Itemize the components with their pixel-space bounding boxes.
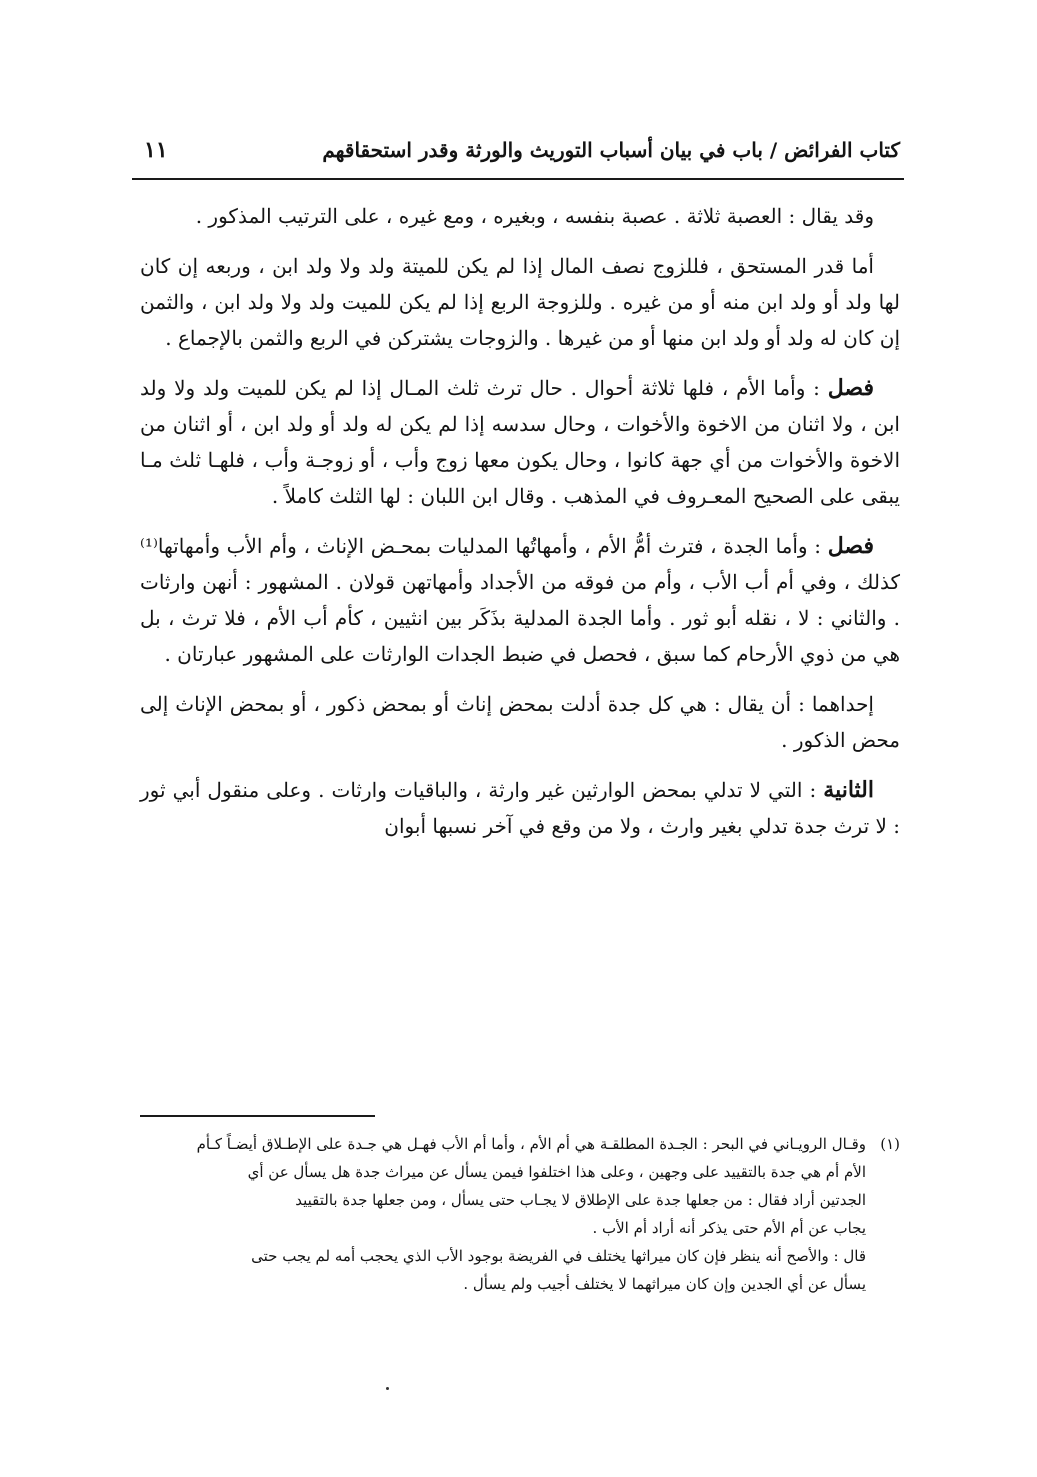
paragraph-5-text: إحداهما : أن يقال : هي كل جدة أدلت بمحض إناث أو بمحض ذكور ، أو بمحض الإناث إلى محض الذكور .: [140, 692, 900, 752]
paragraph-2: [140, 248, 900, 356]
book-page: [140, 0, 900, 1477]
section-heading-fasl: فصل: [827, 375, 874, 401]
paragraph-6: [140, 772, 900, 844]
page-number: ١١: [144, 137, 168, 163]
footnote-line: قال : والأصح أنه ينظر فإن كان ميراثها يختلف في الفريضة بوجود الأب الذي يحجب أمه لم يجب حتى: [251, 1247, 866, 1265]
paragraph-1: [140, 198, 900, 234]
section-heading-thaniya: الثانية: [823, 777, 874, 803]
footnote-1-body: [140, 1130, 866, 1242]
paragraph-6-text: : التي لا تدلي بمحض الوارثين غير وارثة ، والباقيات وارثات . وعلى منقول أبي ثور : لا ترث جدة تدلي بغير وارث ، ولا من وقع في آخر نسبها أبوان: [140, 778, 900, 838]
paragraph-5: [140, 686, 900, 758]
footnote-line: وقـال الرويـاني في البحر : الجـدة المطلقـة هي أم الأم ، وأما أم الأب فهـل هي جـدة على الإطـلاق أيضـاً كـأم: [196, 1135, 866, 1153]
scan-speck: [386, 1387, 389, 1390]
paragraph-2-text: أما قدر المستحق ، فللزوج نصف المال إذا لم يكن للميتة ولد ولا ولد ابن ، وربعه إن كان لها ولد أو ولد ابن منه أو من غيره . وللزوجة الربع إذا لم يكن للميت ولد ولا ولد ابن ، والثمن إن كان له ولد أو ولد ابن منها أو من غيرها . والزوجات يشتركن في الربع والثمن بالإجماع .: [140, 254, 900, 350]
footnote-line: الأم أم هي جدة بالتقييد على وجهين ، وعلى هذا اختلفوا فيمن يسأل عن ميراث جدة هل يسأل عن أي: [247, 1163, 866, 1181]
footnote-1: [140, 1130, 900, 1242]
footnotes: [140, 1130, 900, 1298]
footnote-divider: [140, 1115, 375, 1117]
header-divider: [132, 178, 904, 180]
paragraph-4: [140, 528, 900, 672]
footnote-marker: (١): [880, 1135, 900, 1153]
paragraph-3-text: : وأما الأم ، فلها ثلاثة أحوال . حال ترث ثلث المـال إذا لم يكن للميت ولد ولا ولد ابن ، ولا اثنان من الاخوة والأخوات ، وحال سدسه إذا لم يكن له ولد أو ولد ابن ، أو اثنان من الاخوة والأخوات من أي جهة كانوا ، وحال يكون معها زوج وأب ، أو زوجـة وأب ، فلهـا ثلث مـا يبقى على الصحيح المعـروف في المذهب . وقال ابن اللبان : لها الثلث كاملاً .: [140, 376, 900, 508]
running-title: كتاب الفرائض / باب في بيان أسباب التوريث والورثة وقدر استحقاقهم: [322, 138, 900, 162]
body-text: [140, 198, 900, 858]
running-header: [140, 128, 900, 172]
footnote-1-continuation: [140, 1242, 900, 1298]
footnote-line: يجاب عن أم الأم حتى يذكر أنه أراد أم الأب .: [592, 1219, 866, 1237]
paragraph-4-text: : وأما الجدة ، فترث أمُّ الأم ، وأمهاتُها المدليات بمحـض الإناث ، وأم الأب وأمهاتها⁽¹⁾ كذلك ، وفي أم أب الأب ، وأم من فوقه من الأجداد وأمهاتهن قولان . المشهور : أنهن وارثات . والثاني : لا ، نقله أبو ثور . وأما الجدة المدلية بذَكَر بين انثيين ، كأم أب الأم ، فلا ترث ، بل هي من ذوي الأرحام كما سبق ، فحصل في ضبط الجدات الوارثات على المشهور عبارتان .: [140, 534, 901, 666]
footnote-line: الجدتين أراد فقال : من جعلها جدة على الإطلاق لا يجـاب حتى يسأل ، ومن جعلها جدة بالتقييد: [295, 1191, 866, 1209]
footnote-line: يسأل عن أي الجدين وإن كان ميراثهما لا يختلف أجيب ولم يسأل .: [463, 1275, 866, 1293]
section-heading-fasl: فصل: [827, 533, 874, 559]
paragraph-1-text: وقد يقال : العصبة ثلاثة . عصبة بنفسه ، وبغيره ، ومع غيره ، على الترتيب المذكور .: [195, 204, 874, 228]
paragraph-3: [140, 370, 900, 514]
